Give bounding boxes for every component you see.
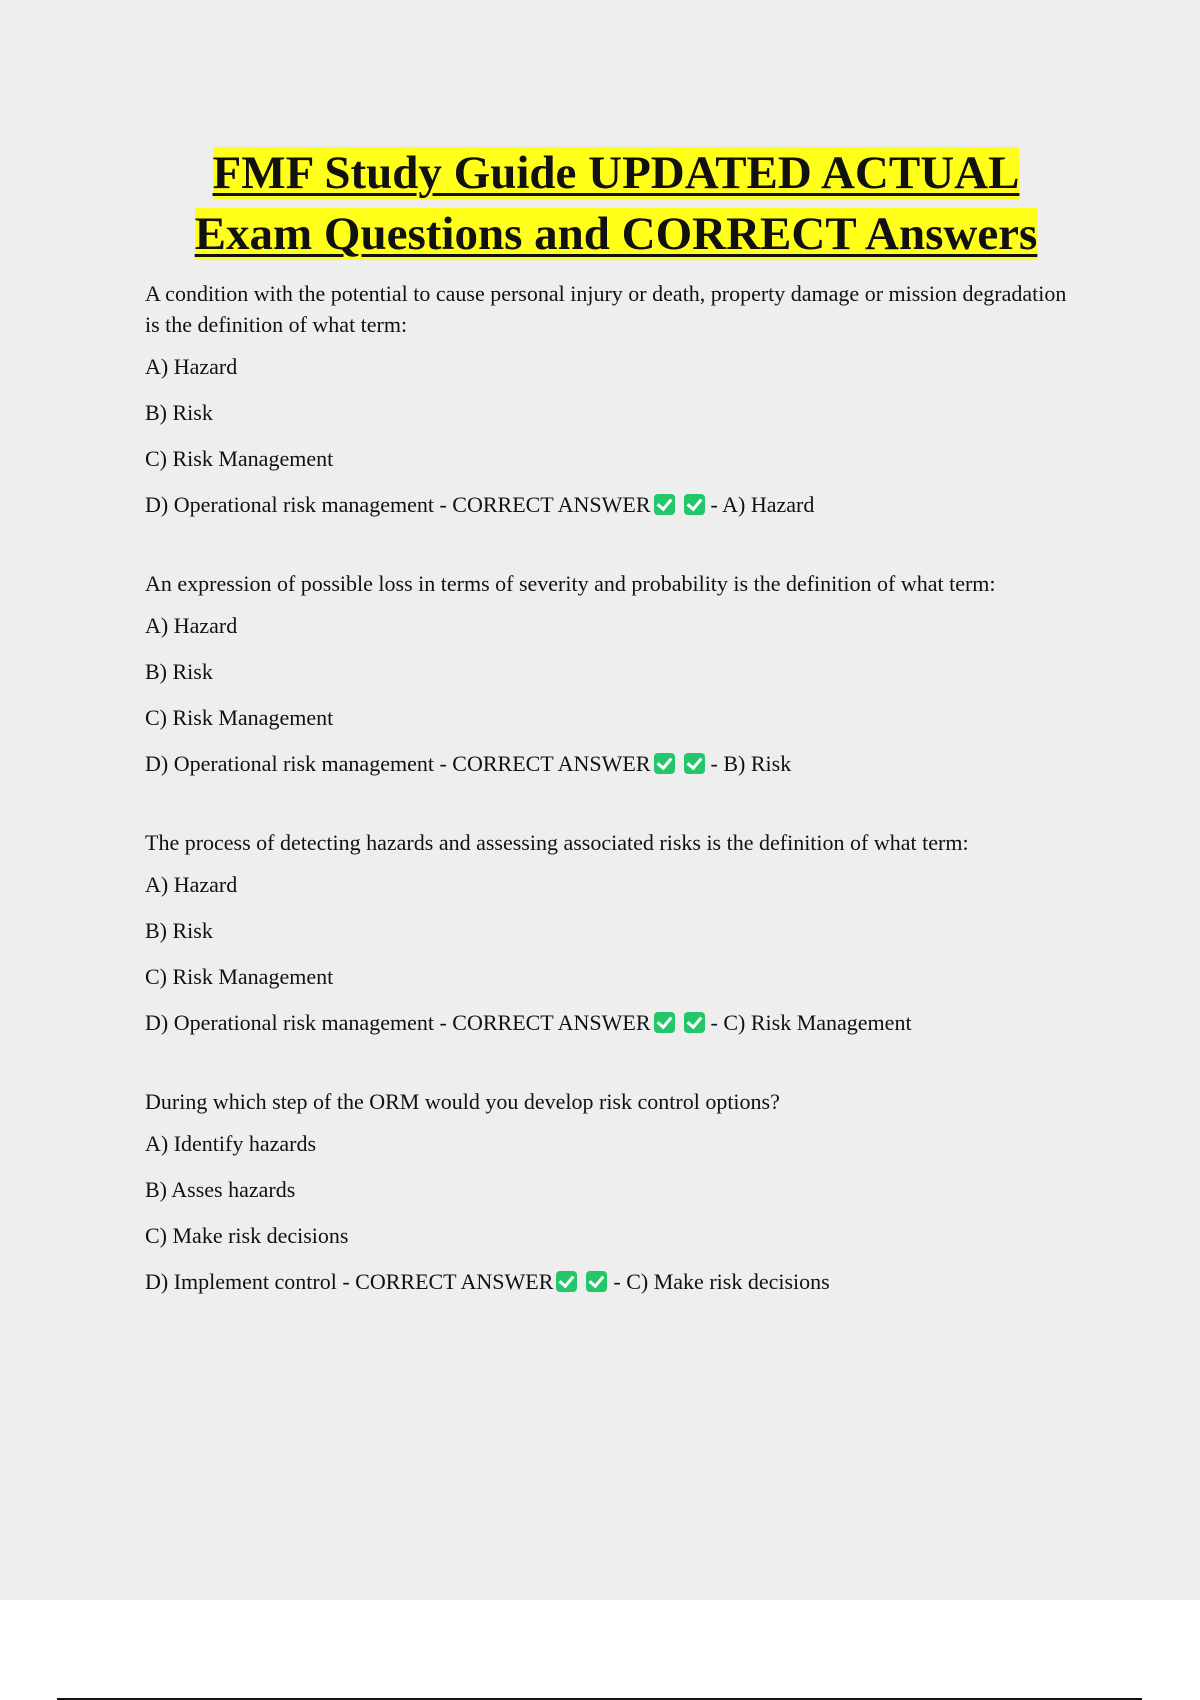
option-c: C) Risk Management (145, 964, 334, 989)
option-d: D) Operational risk management - CORRECT ANSWER (145, 751, 651, 776)
option-d-answer-line (145, 492, 1085, 518)
check-icon (684, 753, 705, 774)
question-text: An expression of possible loss in terms of severity and probability is the definition of what term: (145, 571, 996, 596)
correct-answer: - A) Hazard (710, 492, 815, 517)
check-icon (654, 1012, 675, 1033)
question-block (145, 568, 1085, 777)
option-d-answer-line (145, 751, 1085, 777)
option-d-answer-line (145, 1010, 1085, 1036)
question-text: The process of detecting hazards and assessing associated risks is the definition of what term: (145, 830, 969, 855)
check-icon (556, 1271, 577, 1292)
option-d: D) Operational risk management - CORRECT ANSWER (145, 492, 651, 517)
option-b: B) Risk (145, 659, 213, 684)
correct-answer: - C) Risk Management (710, 1010, 912, 1035)
title-line-1: FMF Study Guide UPDATED ACTUAL (212, 147, 1020, 199)
correct-answer: - B) Risk (710, 751, 792, 776)
option-d: D) Implement control - CORRECT ANSWER (145, 1269, 554, 1294)
option-b: B) Asses hazards (145, 1177, 296, 1202)
option-c: C) Risk Management (145, 446, 334, 471)
option-a: A) Hazard (145, 354, 238, 379)
question-text: During which step of the ORM would you develop risk control options? (145, 1089, 780, 1114)
option-b: B) Risk (145, 918, 213, 943)
check-icon (654, 753, 675, 774)
question-block (145, 1086, 1085, 1295)
question-block (145, 278, 1085, 518)
document-title (0, 143, 1200, 265)
option-d: D) Operational risk management - CORRECT ANSWER (145, 1010, 651, 1035)
option-c: C) Risk Management (145, 705, 334, 730)
option-b: B) Risk (145, 400, 213, 425)
title-line-2: Exam Questions and CORRECT Answers (194, 208, 1038, 260)
check-icon (684, 1012, 705, 1033)
correct-answer: - C) Make risk decisions (613, 1269, 830, 1294)
question-text: A condition with the potential to cause personal injury or death, property damage or mission degradation is the definition of what term: (145, 281, 1067, 337)
option-a: A) Hazard (145, 613, 238, 638)
check-icon (586, 1271, 607, 1292)
question-block (145, 827, 1085, 1036)
question-list (145, 278, 1085, 1345)
option-a: A) Identify hazards (145, 1131, 317, 1156)
option-a: A) Hazard (145, 872, 238, 897)
check-icon (654, 494, 675, 515)
option-c: C) Make risk decisions (145, 1223, 349, 1248)
check-icon (684, 494, 705, 515)
option-d-answer-line (145, 1269, 1085, 1295)
